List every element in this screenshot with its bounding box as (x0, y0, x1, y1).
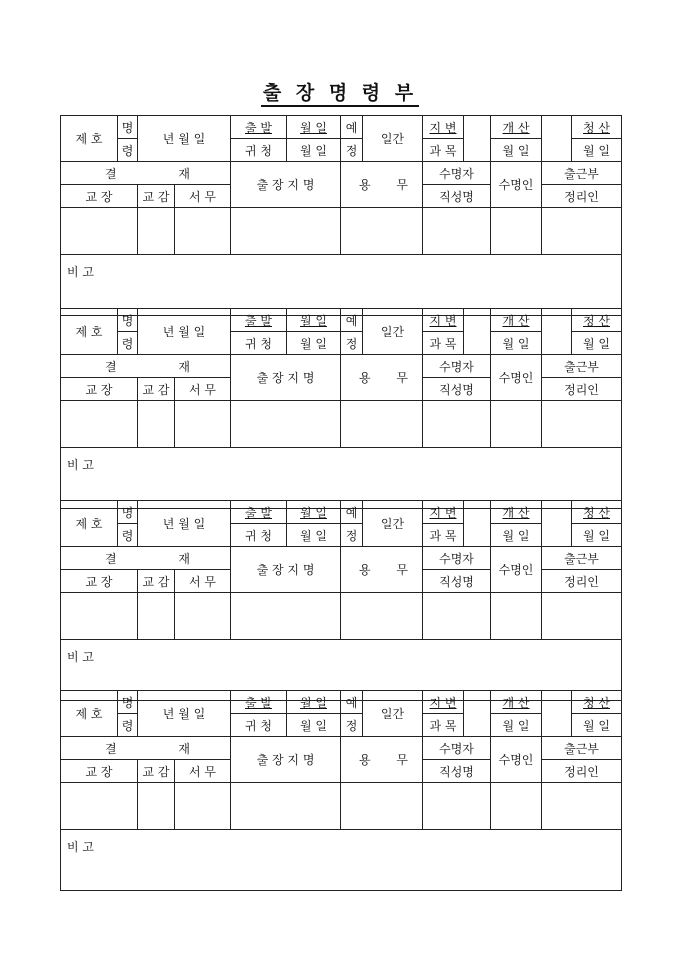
plan-label-bottom: 정 (341, 332, 363, 355)
order-label-bottom: 령 (118, 139, 138, 162)
return-month-day-label: 월 일 (287, 524, 341, 547)
approval-header (61, 355, 231, 378)
purpose-label (341, 737, 423, 783)
approval-header (61, 737, 231, 760)
receiver-name-field[interactable] (423, 401, 491, 448)
vice-principal-seal-box[interactable] (138, 401, 175, 448)
calc-label: 개 산 (491, 501, 542, 524)
number-label: 제 호 (61, 309, 118, 355)
purpose-right-label: 무 (396, 371, 408, 385)
blank-cell[interactable] (542, 309, 572, 355)
receiver-name-field[interactable] (423, 593, 491, 640)
vice-principal-label: 교 감 (138, 570, 175, 593)
remarks-field[interactable] (61, 830, 622, 891)
order-form-block (60, 115, 621, 316)
depart-month-day-label: 월 일 (287, 691, 341, 714)
remarks-field[interactable] (61, 255, 622, 316)
plan-label-top: 예 (341, 309, 363, 332)
receiver-label-top: 수명자 (423, 547, 491, 570)
approval-right-label: 재 (178, 551, 190, 566)
blank-cell[interactable] (464, 116, 491, 162)
vice-principal-label: 교 감 (138, 185, 175, 208)
remarks-label: 비 고 (67, 458, 94, 472)
vice-principal-label: 교 감 (138, 378, 175, 401)
number-label: 제 호 (61, 501, 118, 547)
remarks-label: 비 고 (67, 650, 94, 664)
blank-cell[interactable] (464, 691, 491, 737)
purpose-field[interactable] (341, 593, 423, 640)
branch-label: 지 변 (423, 691, 464, 714)
return-label: 귀 청 (231, 332, 287, 355)
principal-seal-box[interactable] (61, 593, 138, 640)
admin-seal-box[interactable] (175, 593, 231, 640)
remarks-label: 비 고 (67, 840, 94, 854)
vice-principal-seal-box[interactable] (138, 208, 175, 255)
plan-label-bottom: 정 (341, 139, 363, 162)
calc-label: 개 산 (491, 116, 542, 139)
principal-seal-box[interactable] (61, 783, 138, 830)
receiver-seal-field[interactable] (491, 401, 542, 448)
depart-month-day-label: 월 일 (287, 309, 341, 332)
blank-cell[interactable] (542, 501, 572, 547)
days-label: 일간 (363, 309, 423, 355)
admin-seal-box[interactable] (175, 783, 231, 830)
approval-header (61, 162, 231, 185)
claim-label: 청 산 (572, 309, 622, 332)
return-label: 귀 청 (231, 139, 287, 162)
depart-month-day-label: 월 일 (287, 501, 341, 524)
blank-cell[interactable] (542, 691, 572, 737)
attendance-seal-field[interactable] (542, 401, 622, 448)
attendance-seal-field[interactable] (542, 783, 622, 830)
calc-label: 개 산 (491, 691, 542, 714)
order-form-table (60, 690, 622, 891)
calc-month-day-label: 월 일 (491, 332, 542, 355)
plan-label-top: 예 (341, 501, 363, 524)
order-date-label: 년 월 일 (138, 309, 231, 355)
calc-month-day-label: 월 일 (491, 524, 542, 547)
return-month-day-label: 월 일 (287, 139, 341, 162)
order-label-top: 명 (118, 116, 138, 139)
destination-field[interactable] (231, 593, 341, 640)
subject-label: 과 목 (423, 332, 464, 355)
admin-label: 서 무 (175, 378, 231, 401)
order-label-bottom: 령 (118, 332, 138, 355)
vice-principal-seal-box[interactable] (138, 783, 175, 830)
depart-month-day-label: 월 일 (287, 116, 341, 139)
claim-label: 청 산 (572, 501, 622, 524)
attendance-seal-field[interactable] (542, 593, 622, 640)
principal-label: 교 장 (61, 570, 138, 593)
vice-principal-label: 교 감 (138, 760, 175, 783)
blank-cell[interactable] (464, 501, 491, 547)
calc-month-day-label: 월 일 (491, 714, 542, 737)
attendance-label-bottom: 정리인 (542, 570, 622, 593)
claim-month-day-label: 월 일 (572, 139, 622, 162)
plan-label-top: 예 (341, 691, 363, 714)
calc-label: 개 산 (491, 309, 542, 332)
plan-label-top: 예 (341, 116, 363, 139)
attendance-seal-field[interactable] (542, 208, 622, 255)
order-form-table (60, 115, 622, 316)
principal-label: 교 장 (61, 378, 138, 401)
destination-label: 출 장 지 명 (231, 737, 341, 783)
order-date-label: 년 월 일 (138, 501, 231, 547)
attendance-label-top: 출근부 (542, 737, 622, 760)
approval-right-label: 재 (178, 359, 190, 374)
approval-left-label: 결 (105, 551, 117, 566)
receiver-label-bottom: 직성명 (423, 570, 491, 593)
principal-seal-box[interactable] (61, 401, 138, 448)
principal-label: 교 장 (61, 760, 138, 783)
receiver-name-field[interactable] (423, 208, 491, 255)
attendance-label-top: 출근부 (542, 355, 622, 378)
claim-month-day-label: 월 일 (572, 332, 622, 355)
destination-field[interactable] (231, 208, 341, 255)
destination-field[interactable] (231, 783, 341, 830)
order-form-table (60, 500, 622, 701)
calc-month-day-label: 월 일 (491, 139, 542, 162)
order-form-block (60, 308, 621, 509)
blank-cell[interactable] (542, 116, 572, 162)
receiver-seal-label: 수명인 (491, 162, 542, 208)
order-label-top: 명 (118, 691, 138, 714)
approval-left-label: 결 (105, 166, 117, 181)
receiver-label-top: 수명자 (423, 737, 491, 760)
remarks-label: 비 고 (67, 265, 94, 279)
order-label-top: 명 (118, 309, 138, 332)
approval-left-label: 결 (105, 741, 117, 756)
order-form-table (60, 308, 622, 509)
attendance-label-bottom: 정리인 (542, 378, 622, 401)
return-label: 귀 청 (231, 714, 287, 737)
purpose-label (341, 162, 423, 208)
order-date-label: 년 월 일 (138, 691, 231, 737)
receiver-name-field[interactable] (423, 783, 491, 830)
days-label: 일간 (363, 691, 423, 737)
receiver-seal-label: 수명인 (491, 737, 542, 783)
approval-left-label: 결 (105, 359, 117, 374)
principal-label: 교 장 (61, 185, 138, 208)
page-title: 출 장 명 령 부 (0, 78, 680, 105)
vice-principal-seal-box[interactable] (138, 593, 175, 640)
claim-month-day-label: 월 일 (572, 714, 622, 737)
depart-label: 출 발 (231, 116, 287, 139)
admin-label: 서 무 (175, 760, 231, 783)
branch-label: 지 변 (423, 309, 464, 332)
purpose-right-label: 무 (396, 753, 408, 767)
receiver-seal-field[interactable] (491, 593, 542, 640)
attendance-label-top: 출근부 (542, 547, 622, 570)
branch-label: 지 변 (423, 116, 464, 139)
receiver-seal-field[interactable] (491, 208, 542, 255)
blank-cell[interactable] (464, 309, 491, 355)
claim-month-day-label: 월 일 (572, 524, 622, 547)
claim-label: 청 산 (572, 116, 622, 139)
purpose-right-label: 무 (396, 563, 408, 577)
purpose-field[interactable] (341, 783, 423, 830)
depart-label: 출 발 (231, 501, 287, 524)
order-date-label: 년 월 일 (138, 116, 231, 162)
order-label-bottom: 령 (118, 524, 138, 547)
plan-label-bottom: 정 (341, 524, 363, 547)
order-label-bottom: 령 (118, 714, 138, 737)
days-label: 일간 (363, 501, 423, 547)
purpose-right-label: 무 (396, 178, 408, 192)
destination-label: 출 장 지 명 (231, 547, 341, 593)
order-form-block (60, 500, 621, 701)
purpose-label (341, 355, 423, 401)
receiver-label-bottom: 직성명 (423, 378, 491, 401)
purpose-left-label: 용 (359, 563, 371, 577)
return-month-day-label: 월 일 (287, 332, 341, 355)
receiver-label-bottom: 직성명 (423, 760, 491, 783)
admin-seal-box[interactable] (175, 401, 231, 448)
return-month-day-label: 월 일 (287, 714, 341, 737)
receiver-label-bottom: 직성명 (423, 185, 491, 208)
admin-label: 서 무 (175, 185, 231, 208)
destination-field[interactable] (231, 401, 341, 448)
purpose-left-label: 용 (359, 371, 371, 385)
number-label: 제 호 (61, 116, 118, 162)
destination-label: 출 장 지 명 (231, 355, 341, 401)
receiver-seal-label: 수명인 (491, 547, 542, 593)
purpose-field[interactable] (341, 401, 423, 448)
principal-seal-box[interactable] (61, 208, 138, 255)
receiver-label-top: 수명자 (423, 162, 491, 185)
number-label: 제 호 (61, 691, 118, 737)
receiver-seal-label: 수명인 (491, 355, 542, 401)
approval-header (61, 547, 231, 570)
order-form-block (60, 690, 621, 891)
admin-seal-box[interactable] (175, 208, 231, 255)
approval-right-label: 재 (178, 166, 190, 181)
branch-label: 지 변 (423, 501, 464, 524)
order-label-top: 명 (118, 501, 138, 524)
attendance-label-top: 출근부 (542, 162, 622, 185)
days-label: 일간 (363, 116, 423, 162)
purpose-label (341, 547, 423, 593)
approval-right-label: 재 (178, 741, 190, 756)
purpose-left-label: 용 (359, 178, 371, 192)
receiver-label-top: 수명자 (423, 355, 491, 378)
subject-label: 과 목 (423, 714, 464, 737)
purpose-left-label: 용 (359, 753, 371, 767)
subject-label: 과 목 (423, 524, 464, 547)
subject-label: 과 목 (423, 139, 464, 162)
claim-label: 청 산 (572, 691, 622, 714)
receiver-seal-field[interactable] (491, 783, 542, 830)
depart-label: 출 발 (231, 691, 287, 714)
plan-label-bottom: 정 (341, 714, 363, 737)
attendance-label-bottom: 정리인 (542, 760, 622, 783)
destination-label: 출 장 지 명 (231, 162, 341, 208)
attendance-label-bottom: 정리인 (542, 185, 622, 208)
purpose-field[interactable] (341, 208, 423, 255)
return-label: 귀 청 (231, 524, 287, 547)
depart-label: 출 발 (231, 309, 287, 332)
admin-label: 서 무 (175, 570, 231, 593)
